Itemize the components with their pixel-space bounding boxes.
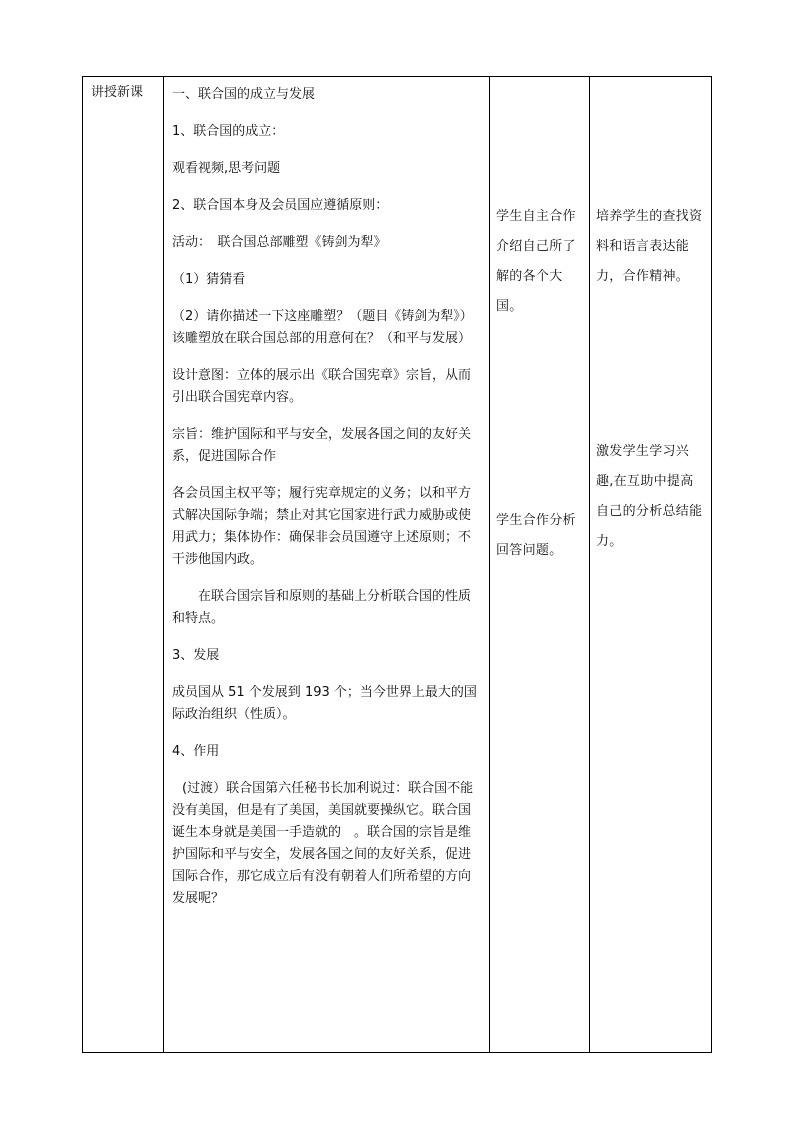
design-intent-cell (590, 77, 712, 1053)
activity-sculpture: 活动： 联合国总部雕塑《铸剑为犁》 (172, 235, 387, 250)
section-label-cell (83, 77, 164, 1053)
lesson-plan-table (82, 76, 712, 1053)
transition-text: (过渡）联合国第六任秘书长加利说过：联合国不能没有美国，但是有了美国，美国就要操纵它。联合国诞生本身就是美国一手造就的 。联合国的宗旨是维护国际和平与安全，发展各国之间的友好关系，促进国际合作，那它成立后有没有朝着人们所希望的方向发展呢？ (172, 781, 474, 906)
describe-question: （2）请你描述一下这座雕塑？（题目《铸剑为犁》）该雕塑放在联合国总部的用意何在？（和平与发展） (172, 309, 473, 346)
subheading-development: 3、发展 (172, 648, 220, 663)
analysis-prompt: 在联合国宗旨和原则的基础上分析联合国的性质和特点。 (172, 589, 472, 626)
student-activity-cell (490, 77, 590, 1053)
student-activity-2: 学生合作分析回答问题。 (496, 513, 576, 558)
subheading-principles: 2、联合国本身及会员国应遵循原则： (172, 198, 389, 213)
section-label: 讲授新课 (91, 85, 144, 100)
subheading-founding: 1、联合国的成立： (172, 124, 285, 139)
membership-text: 成员国从 51 个发展到 193 个；当今世界上最大的国际政治组织（性质）。 (172, 685, 477, 722)
design-intent-2: 激发学生学习兴趣,在互助中提高自己的分析总结能力。 (596, 444, 703, 549)
table-row (83, 77, 712, 1053)
principles-text: 各会员国主权平等；履行宪章规定的义务；以和平方式解决国际争端；禁止对其它国家进行武力威胁或使用武力；集体协作：确保非会员国遵守上述原则；不干涉他国内政。 (172, 486, 472, 567)
design-intent-1: 培养学生的查找资料和语言表达能力，合作精神。 (596, 209, 703, 284)
heading-un-founding: 一、联合国的成立与发展 (172, 87, 316, 102)
subheading-role: 4、作用 (172, 744, 220, 759)
guess-item: （1）猜猜看 (172, 272, 246, 287)
purpose-text: 宗旨：维护国际和平与安全，发展各国之间的友好关系，促进国际合作 (172, 427, 472, 464)
design-intent-text: 设计意图：立体的展示出《联合国宪章》宗旨，从而引出联合国宪章内容。 (172, 368, 472, 405)
video-instruction: 观看视频,思考问题 (172, 161, 281, 176)
teaching-content-cell (164, 77, 490, 1053)
student-activity-1: 学生自主合作介绍自己所了解的各个大国。 (496, 209, 576, 314)
